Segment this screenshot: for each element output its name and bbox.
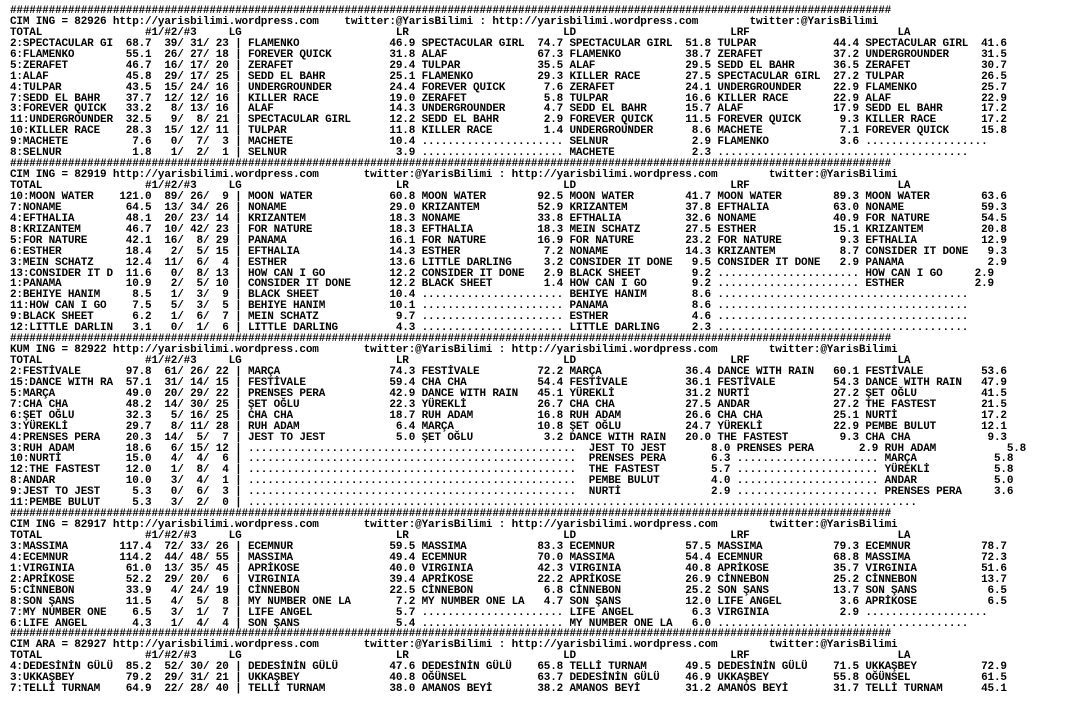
table-row: 7:TELLİ TURNAM 64.9 22/ 28/ 40 | TELLİ TURNAM 38.0 AMANOS BEYİ 38.2 AMANOS BEYİ 31.2 AMANOS BEYİ 31.7 TELLİ TURNAM 45.1 (10, 683, 1007, 696)
table-row: 9:BLACK SHEET 6.2 1/ 6/ 7 | MEIN SCHATZ 9.7 ...................... ESTHER 4.6 ....................................... (10, 311, 969, 324)
table-row: 13:CONSIDER IT D 11.6 0/ 8/ 13 | HOW CAN I GO 12.2 CONSIDER IT DONE 2.9 BLACK SHEET 9.2 ...................... HOW CAN I GO 2.9 (10, 267, 994, 280)
table-row: 8:KRIZANTEM 46.7 10/ 42/ 23 | FOR NATURE 18.3 EFTHALIA 18.3 MEIN SCHATZ 27.5 ESTHER 15.1 KRIZANTEM 20.8 (10, 223, 1007, 236)
table-row: 8:ANDAR 10.0 3/ 4/ 1 | ................................................... PEMBE BULUT 4.0 ...................... ANDAR 5.0 (10, 475, 1014, 488)
table-row: 7:NONAME 64.5 13/ 34/ 26 | NONAME 29.0 KRIZANTEM 52.9 KRIZANTEM 37.8 EFTHALIA 63.0 NONAME 59.3 (10, 201, 1007, 214)
table-row: 10:MOON WATER 121.0 89/ 26/ 9 | MOON WATER 60.8 MOON WATER 92.5 MOON WATER 41.7 MOON WATER 89.3 MOON WATER 63.6 (10, 190, 1007, 203)
table-row: 11:PEMBE BULUT 5.3 3/ 2/ 0 | ........................................................................................................ (10, 497, 917, 510)
table-row: 3:MASSIMA 117.4 72/ 33/ 26 | ECEMNUR 59.5 MASSIMA 83.3 ECEMNUR 57.5 MASSIMA 79.3 ECEMNUR 78.7 (10, 540, 1007, 553)
table-row: 1:ALAF 45.8 29/ 17/ 25 | SEDD EL BAHR 25.1 FLAMENKO 29.3 KILLER RACE 27.5 SPECTACULAR GIRL 27.2 TULPAR 26.5 (10, 70, 1007, 83)
table-row: 3:FOREVER QUICK 33.2 8/ 13/ 16 | ALAF 14.3 UNDERGROUNDER 4.7 SEDD EL BAHR 15.7 ALAF 17.9 SEDD EL BAHR 17.2 (10, 103, 1007, 116)
table-row: 7:MY NUMBER ONE 6.5 3/ 1/ 7 | LIFE ANGEL 5.7 ...................... LIFE ANGEL 6.3 VIRGINIA 2.9 ................... (10, 606, 988, 619)
table-row: 5:ZERAFET 46.7 16/ 17/ 20 | ZERAFET 29.4 TULPAR 35.5 ALAF 29.5 SEDD EL BAHR 36.5 ZERAFET 30.7 (10, 59, 1007, 72)
block-header: CIM ING = 82917 http://yarisbilimi.wordpress.com twitter:@YarisBilimi : http://yarisbilimi.wordpress.com twitter:@YarisBilimi (10, 519, 898, 532)
column-header: TOTAL #1/#2/#3 LG LR LD LRF LA (10, 650, 911, 663)
table-row: 3:YÜREKLİ 29.7 8/ 11/ 28 | RUH ADAM 6.4 MARÇA 10.8 ŞET OĞLU 24.7 YÜREKLİ 22.9 PEMBE BULUT 12.1 (10, 420, 1007, 433)
table-row: 10:KILLER RACE 28.3 15/ 12/ 11 | TULPAR 11.8 KILLER RACE 1.4 UNDERGROUNDER 8.6 MACHETE 7.1 FOREVER QUICK 15.8 (10, 125, 1007, 138)
column-header: TOTAL #1/#2/#3 LG LR LD LRF LA (10, 26, 911, 39)
table-row: 6:FLAMENKO 55.1 26/ 27/ 18 | FOREVER QUICK 31.8 ALAF 67.3 FLAMENKO 38.7 ZERAFET 37.2 UNDERGROUNDER 31.5 (10, 48, 1007, 61)
table-row: 2:BEHIYE HANIM 8.5 1/ 3/ 9 | BLACK SHEET 10.4 ...................... BEHIYE HANIM 8.6 ....................................... (10, 289, 969, 302)
table-row: 4:EFTHALIA 48.1 20/ 23/ 14 | KRIZANTEM 18.3 NONAME 33.8 EFTHALIA 32.6 NONAME 40.9 FOR NATURE 54.5 (10, 212, 1007, 225)
table-row: 4:PRENSES PERA 20.3 14/ 5/ 7 | JEST TO JEST 5.0 ŞET OĞLU 3.2 DANCE WITH RAIN 20.0 THE FASTEST 9.3 CHA CHA 9.3 (10, 431, 1007, 444)
block-header: CIM ARA = 82927 http://yarisbilimi.wordpress.com twitter:@YarisBilimi : http://yarisbilimi.wordpress.com twitter:@YarisBilimi (10, 639, 898, 652)
table-row: 10:NURTİ 15.0 4/ 4/ 6 | ................................................... PRENSES PERA 6.3 ...................... MARÇA 5.8 (10, 453, 1014, 466)
table-row: 8:SELNUR 1.8 1/ 2/ 1 | SELNUR 3.9 ...................... MACHETE 2.3 ....................................... (10, 147, 969, 160)
table-row: 11:UNDERGROUNDER 32.5 9/ 8/ 21 | SPECTACULAR GIRL 12.2 SEDD EL BAHR 2.9 FOREVER QUICK 11.5 FOREVER QUICK 9.3 KILLER RACE 17.2 (10, 114, 1007, 127)
table-row: 5:FOR NATURE 42.1 16/ 8/ 29 | PANAMA 16.1 FOR NATURE 16.9 FOR NATURE 23.2 FOR NATURE 9.3 EFTHALIA 12.9 (10, 234, 1007, 247)
separator: ######################################################################################################################################### (10, 158, 892, 171)
table-row: 7:SEDD EL BAHR 37.7 12/ 12/ 16 | KILLER RACE 19.0 ZERAFET 5.8 TULPAR 16.6 KILLER RACE 22.9 ALAF 22.9 (10, 92, 1007, 105)
table-row: 4:TULPAR 43.5 15/ 24/ 16 | UNDERGROUNDER 24.4 FOREVER QUICK 7.6 ZERAFET 24.1 UNDERGROUNDER 22.9 FLAMENKO 25.7 (10, 81, 1007, 94)
table-row: 4:ECEMNUR 114.2 44/ 48/ 55 | MASSIMA 49.4 ECEMNUR 70.0 MASSIMA 54.4 ECEMNUR 68.8 MASSIMA 72.3 (10, 551, 1007, 564)
table-row: 2:APRİKOSE 52.2 29/ 20/ 6 | VIRGINIA 39.4 APRİKOSE 22.2 APRİKOSE 26.9 CİNNEBON 25.2 CİNNEBON 13.7 (10, 573, 1007, 586)
table-row: 11:HOW CAN I GO 7.5 5/ 3/ 5 | BEHIYE HANIM 10.1 ...................... PANAMA 8.6 ....................................... (10, 300, 969, 313)
separator: ######################################################################################################################################### (10, 333, 892, 346)
table-row: 9:JEST TO JEST 5.3 0/ 6/ 3 | ................................................... NURTİ 2.9 ...................... PRENSES PERA 3.6 (10, 486, 1014, 499)
table-row: 9:MACHETE 7.6 0/ 7/ 3 | MACHETE 10.4 ...................... SELNUR 2.9 FLAMENKO 3.6 ................... (10, 136, 988, 149)
table-row: 3:UKKAŞBEY 79.2 29/ 31/ 21 | UKKAŞBEY 40.8 OĞÜNSEL 63.7 DEDESİNİN GÜLÜ 46.9 UKKAŞBEY 55.8 OĞÜNSEL 61.5 (10, 672, 1007, 685)
block-header: CIM ING = 82919 http://yarisbilimi.wordpress.com twitter:@YarisBilimi : http://yarisbilimi.wordpress.com twitter:@YarisBilimi (10, 169, 898, 182)
table-row: 1:PANAMA 10.9 2/ 5/ 10 | CONSIDER IT DONE 12.2 BLACK SHEET 1.4 HOW CAN I GO 9.2 ...................... ESTHER 2.9 (10, 278, 994, 291)
table-row: 6:ŞET OĞLU 32.3 5/ 16/ 25 | CHA CHA 18.7 RUH ADAM 16.8 RUH ADAM 26.6 CHA CHA 25.1 NURTİ 17.2 (10, 409, 1007, 422)
separator: ######################################################################################################################################### (10, 5, 892, 17)
table-row: 2:FESTİVALE 97.8 61/ 26/ 22 | MARÇA 74.3 FESTİVALE 72.2 MARÇA 36.4 DANCE WITH RAIN 60.1 FESTİVALE 53.6 (10, 365, 1007, 378)
race-stats-sheet (10, 6, 1026, 695)
table-row: 5:MARÇA 49.0 20/ 29/ 22 | PRENSES PERA 42.9 DANCE WITH RAIN 45.1 YÜREKLİ 31.2 NURTİ 27.2 ŞET OĞLU 41.5 (10, 387, 1007, 400)
column-header: TOTAL #1/#2/#3 LG LR LD LRF LA (10, 355, 911, 367)
table-row: 6:ESTHER 18.4 2/ 5/ 15 | EFTHALIA 14.3 ESTHER 7.2 NONAME 14.3 KRIZANTEM 8.7 CONSIDER IT DONE 9.3 (10, 245, 1007, 258)
table-row: 12:LITTLE DARLIN 3.1 0/ 1/ 6 | LITTLE DARLING 4.3 ...................... LITTLE DARLING 2.3 ....................................... (10, 322, 969, 335)
separator: ######################################################################################################################################### (10, 508, 892, 521)
table-row: 12:THE FASTEST 12.0 1/ 8/ 4 | ................................................... THE FASTEST 5.7 ...................... YÜREKLİ 5.8 (10, 464, 1014, 477)
column-header: TOTAL #1/#2/#3 LG LR LD LRF LA (10, 180, 911, 192)
table-row: 1:VIRGINIA 61.0 13/ 35/ 45 | APRİKOSE 40.0 VIRGINIA 42.3 VIRGINIA 40.8 APRİKOSE 35.7 VIRGINIA 51.6 (10, 562, 1007, 575)
table-row: 7:CHA CHA 48.2 14/ 30/ 25 | ŞET OĞLU 22.3 YÜREKLİ 26.7 CHA CHA 27.5 ANDAR 27.2 THE FASTEST 21.5 (10, 398, 1007, 411)
table-row: 3:MEIN SCHATZ 12.4 11/ 6/ 4 | ESTHER 13.6 LITTLE DARLING 3.2 CONSIDER IT DONE 9.5 CONSIDER IT DONE 2.9 PANAMA 2.9 (10, 256, 1007, 269)
table-row: 6:LIFE ANGEL 4.3 1/ 4/ 4 | SON ŞANS 5.4 ...................... MY NUMBER ONE LA 6.0 ....................................... (10, 617, 969, 630)
table-row: 8:SON ŞANS 11.5 4/ 5/ 8 | MY NUMBER ONE LA 7.2 MY NUMBER ONE LA 4.7 SON ŞANS 12.0 LIFE ANGEL 3.6 APRİKOSE 6.5 (10, 595, 1007, 608)
table-row: 15:DANCE WITH RA 57.1 31/ 14/ 15 | FESTİVALE 59.4 CHA CHA 54.4 FESTİVALE 36.1 FESTİVALE 54.3 DANCE WITH RAIN 47.9 (10, 376, 1007, 389)
block-header: CIM ING = 82926 http://yarisbilimi.wordpress.com twitter:@YarisBilimi : http://yarisbilimi.wordpress.com twitter:@YarisBilimi (10, 15, 879, 28)
block-header: KUM ING = 82922 http://yarisbilimi.wordpress.com twitter:@YarisBilimi : http://yarisbilimi.wordpress.com twitter:@YarisBilimi (10, 344, 898, 357)
column-header: TOTAL #1/#2/#3 LG LR LD LRF LA (10, 530, 911, 542)
table-row: 3:RUH ADAM 18.6 6/ 15/ 12 | ................................................... JEST TO JEST 8.0 PRENSES PERA 2.9 RUH ADAM 5.8 (10, 442, 1027, 455)
table-row: 4:DEDESİNİN GÜLÜ 85.2 52/ 30/ 20 | DEDESİNİN GÜLÜ 47.6 DEDESİNİN GÜLÜ 65.8 TELLİ TURNAM 49.5 DEDESİNİN GÜLÜ 71.5 UKKAŞBEY 72.9 (10, 661, 1007, 674)
separator: ######################################################################################################################################### (10, 628, 892, 641)
table-row: 5:CİNNEBON 33.9 4/ 24/ 19 | CİNNEBON 22.5 CİNNEBON 6.8 CİNNEBON 25.2 SON ŞANS 13.7 SON ŞANS 6.5 (10, 584, 1007, 597)
table-row: 2:SPECTACULAR GI 68.7 39/ 31/ 23 | FLAMENKO 46.9 SPECTACULAR GIRL 74.7 SPECTACULAR GIRL 51.8 TULPAR 44.4 SPECTACULAR GIRL 41.6 (10, 37, 1007, 50)
